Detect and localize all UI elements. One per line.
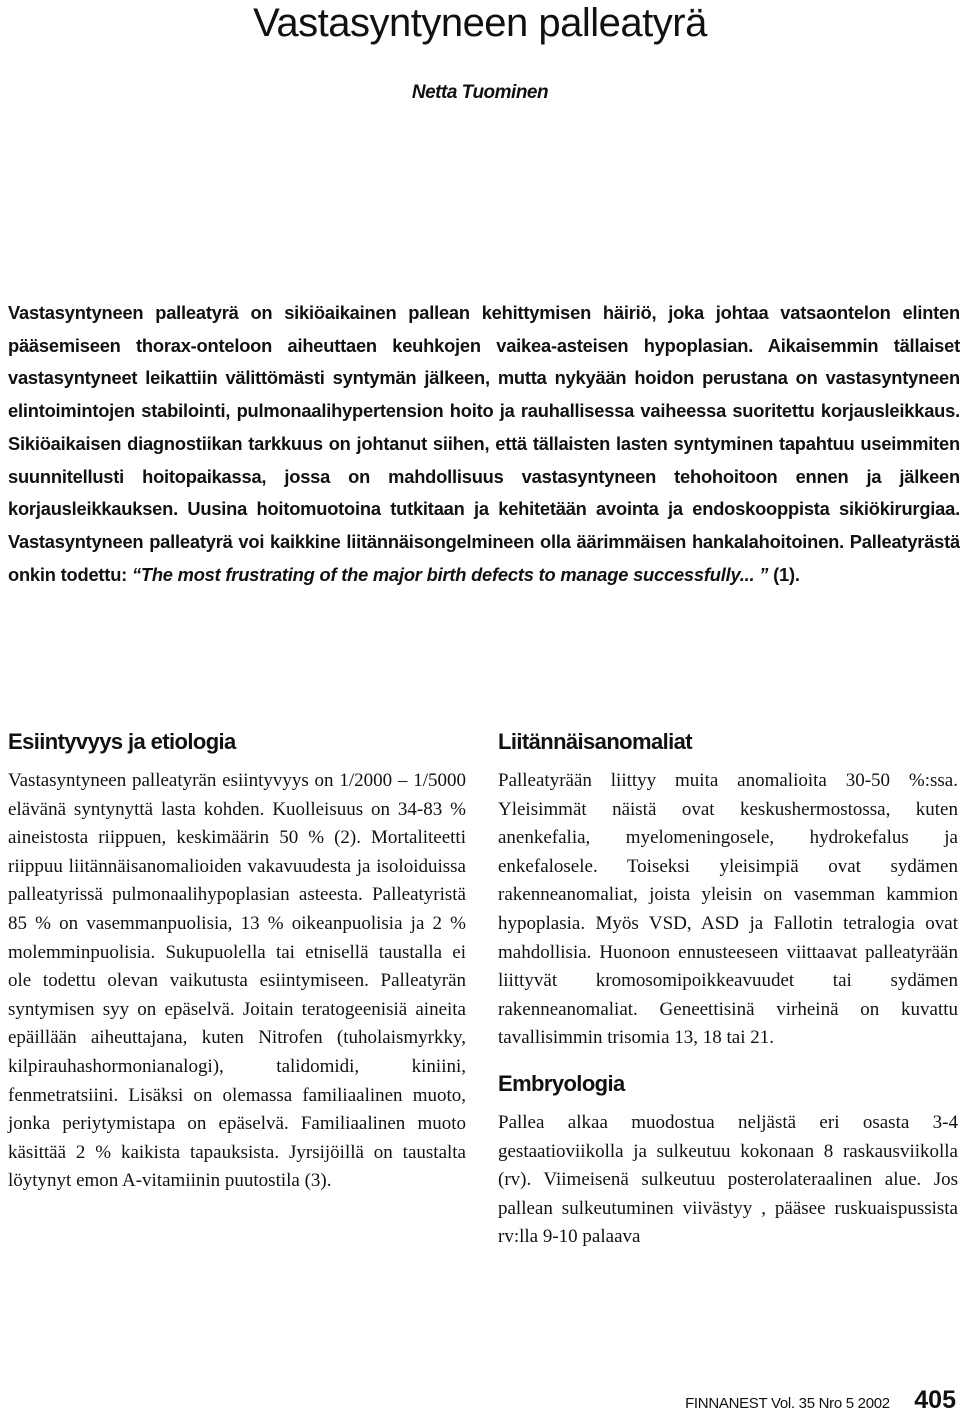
section-heading-epidemiology: Esiintyvyys ja etiologia xyxy=(8,729,236,754)
abstract-quote: “The most frustrating of the major birth defects to manage successfully... ” xyxy=(131,563,769,585)
author-name: Netta Tuominen xyxy=(411,82,549,103)
abstract-citation: (1). xyxy=(773,563,800,585)
section-heading-anomalies: Liitännäisanomaliat xyxy=(498,729,692,754)
journal-citation: FINNANEST Vol. 35 Nro 5 2002 xyxy=(685,1395,890,1412)
section-text-anomalies: Palleatyrään liittyy muita anomalioita 30-50 %:ssa. Yleisimmät näistä ovat keskushermostossa, kuten anenkefalia, myelomeningosele, hydrokefalus ja enkefalosele. Toiseksi yleisimpiä ovat sydämen rakenneanomaliat, joista yleisin on vasemman kammion hypoplasia. Myös VSD, ASD ja Fallotin tetralogia ovat mahdollisia. Huonoon ennusteeseen viittaavat palleatyrään liittyvät kromosomipoikkeavuudet tai sydämen rakenneanomaliat. Geneettisinä virheinä on kuvattu tavallisimmin trisomia 13, 18 tai 21. xyxy=(498,770,958,1049)
article-title: Vastasyntyneen palleatyrä xyxy=(253,1,707,45)
page-footer xyxy=(685,1386,956,1415)
section-heading-embryology: Embryologia xyxy=(498,1070,625,1096)
abstract-text: Vastasyntyneen palleatyrä on sikiöaikainen pallean kehittymisen häiriö, joka johtaa vatsaontelon elinten pääsemiseen thorax-onteloon aiheuttaen keuhkojen vaikea-asteisen hypoplasian. Aikaisemmin tällaiset vastasyntyneet leikattiin välittömästi syntymän jälkeen, mutta nykyään hoidon perustana on vastasyntyneen elintoimintojen stabilointi, pulmonaalihypertension hoito ja rauhallisessa vaiheessa suoritettu korjausleikkaus. Sikiöaikaisen diagnostiikan tarkkuus on johtanut siihen, että tällaisten lasten syntyminen tapahtuu useimmiten suunnitellusti hoitopaikassa, jossa on mahdollisuus vastasyntyneen tehohoitoon ennen ja jälkeen korjausleikkauksen. Uusina hoitomuotoina tutkitaan ja kehitetään avointa ja endoskooppista sikiökirurgiaa. Vastasyntyneen palleatyrä voi kaikkine liitännäisongelmineen olla äärimmäisen hankalahoitoinen. Palleatyrästä onkin todettu: xyxy=(8,302,960,585)
abstract xyxy=(8,297,960,591)
page-number: 405 xyxy=(914,1386,956,1414)
section-text-epidemiology: Vastasyntyneen palleatyrän esiintyvyys on 1/2000 – 1/5000 elävänä syntynyttä lasta kohden. Kuolleisuus on 34-83 % aineistosta riippuen, keskimäärin 50 % (2). Mortaliteetti riippuu liitännäisanomalioiden vakavuudesta ja isoloiduissa palleatyrissä pulmonaalihypoplasian asteesta. Palleatyristä 85 % on vasemmanpuolisia, 13 % oikeanpuolisia ja 2 % molemminpuolisia. Sukupuolella tai etnisellä taustalla ei ole todettu olevan vaikutusta esiintymiseen. Palleatyrän syntymisen syy on epäselvä. Joitain teratogeenisiä aineita epäillään aiheuttajana, kuten Nitrofen (tuholaismyrkky, kilpirauhashormonianalogi), talidomidi, kiniini, fenmetratsiini. Lisäksi on olemassa familiaalinen muoto, jonka periytymistapa on epäselvä. Familiaalinen muoto käsittää 2 % kaikista tapauksista. Jyrsijöillä on taustalta löytynyt emon A-vitamiinin puutostila (3). xyxy=(8,770,466,1192)
right-column xyxy=(498,727,958,1252)
section-text-embryology: Pallea alkaa muodostua neljästä eri osasta 3-4 gestaatioviikolla ja sulkeutuu kokonaan 8 raskausviikolla (rv). Viimeisenä sulkeutuu posterolateraalinen alue. Jos pallean sulkeutuminen viivästyy , pääsee ruskuaispussista rv:lla 9-10 palaava xyxy=(498,1111,958,1248)
left-column xyxy=(8,727,466,1196)
